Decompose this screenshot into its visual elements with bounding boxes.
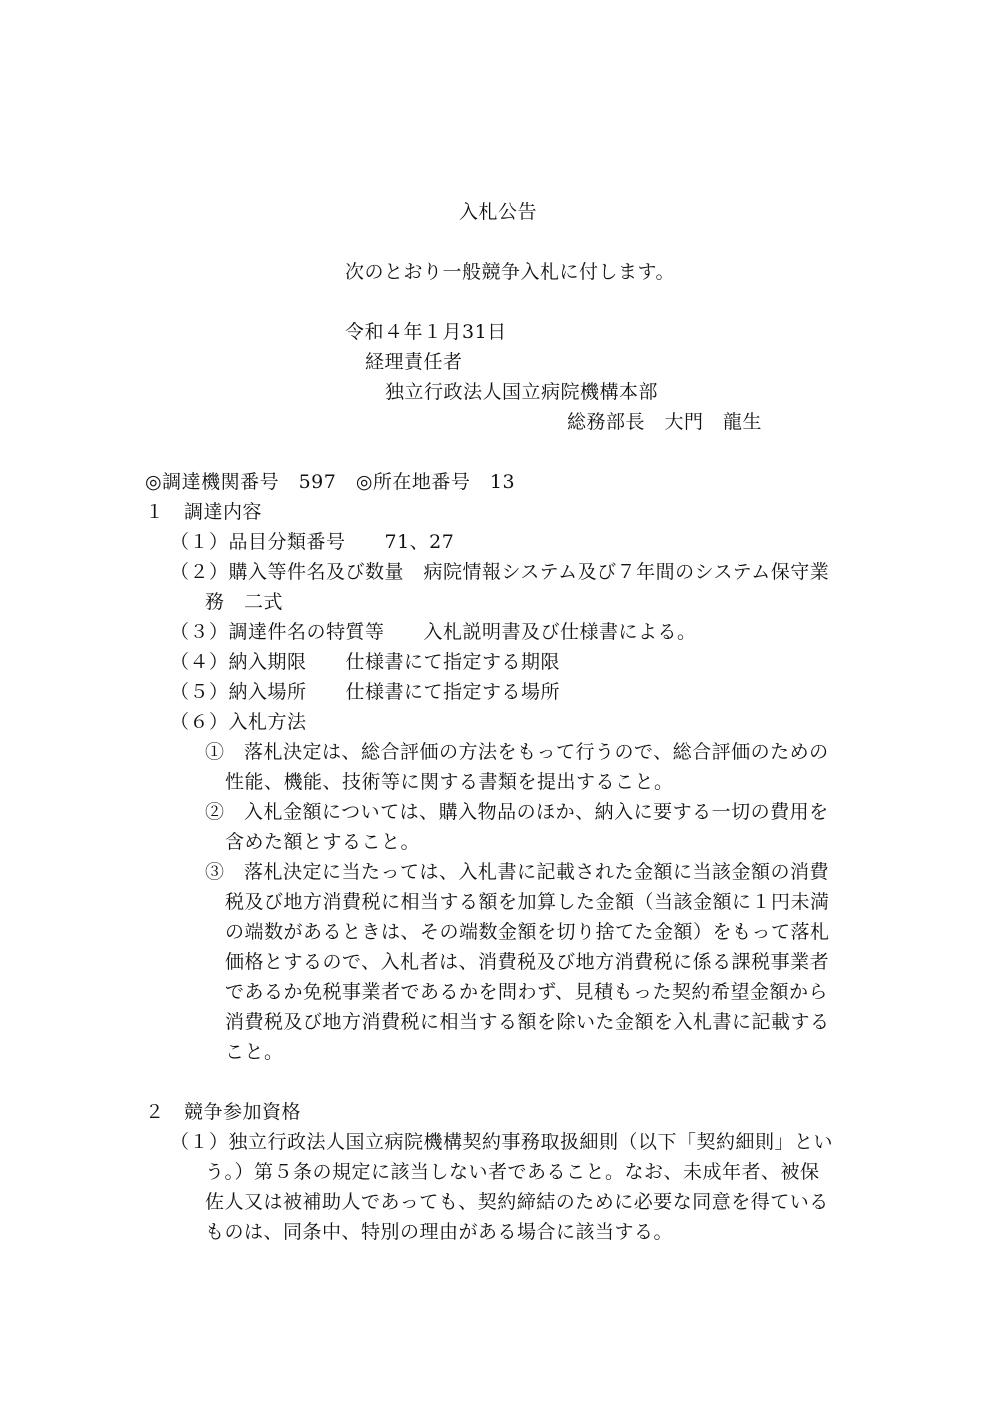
notice-date: 令和４年１月31日 bbox=[345, 321, 507, 343]
issuer-name: 総務部長 大門 龍生 bbox=[567, 411, 763, 433]
issuer-organization: 独立行政法人国立病院機構本部 bbox=[385, 381, 659, 403]
section-1-heading: １ 調達内容 bbox=[145, 501, 263, 523]
method-3-line4: 価格とするので、入札者は、消費税及び地方消費税に係る課税事業者 bbox=[225, 951, 830, 973]
method-3-line1: ③ 落札決定に当たっては、入札書に記載された金額に当該金額の消費 bbox=[205, 861, 830, 883]
procurement-codes: ◎調達機関番号 597 ◎所在地番号 13 bbox=[145, 471, 516, 493]
method-3-line3: の端数があるときは、その端数金額を切り捨てた金額）をもって落札 bbox=[225, 921, 830, 943]
issuer-role: 経理責任者 bbox=[365, 351, 463, 373]
bidding-method-heading: （６）入札方法 bbox=[170, 711, 307, 733]
qualification-1-line4: ものは、同条中、特別の理由がある場合に該当する。 bbox=[205, 1221, 674, 1243]
delivery-deadline: （４）納入期限 仕様書にて指定する期限 bbox=[170, 651, 561, 673]
delivery-location: （５）納入場所 仕様書にて指定する場所 bbox=[170, 681, 561, 703]
method-1-line1: ① 落札決定は、総合評価の方法をもって行うので、総合評価のための bbox=[205, 741, 829, 763]
method-3-line7: こと。 bbox=[225, 1041, 284, 1063]
item-classification-number: （１）品目分類番号 71、27 bbox=[170, 531, 455, 553]
qualification-1-line1: （１）独立行政法人国立病院機構契約事務取扱細則（以下「契約細則」とい bbox=[170, 1131, 834, 1153]
page-title: 入札公告 bbox=[459, 201, 538, 223]
method-1-line2: 性能、機能、技術等に関する書類を提出すること。 bbox=[225, 771, 674, 793]
method-2-line2: 含めた額とすること。 bbox=[225, 831, 421, 853]
method-2-line1: ② 入札金額については、購入物品のほか、納入に要する一切の費用を bbox=[205, 801, 829, 823]
qualification-1-line3: 佐人又は被補助人であっても、契約締結のために必要な同意を得ている bbox=[205, 1191, 829, 1213]
section-2-heading: ２ 競争参加資格 bbox=[145, 1101, 302, 1123]
item-name-quantity-line2: 務 二式 bbox=[205, 591, 284, 613]
method-3-line5: であるか免税事業者であるかを問わず、見積もった契約希望金額から bbox=[225, 981, 828, 1003]
intro-text: 次のとおり一般競争入札に付します。 bbox=[345, 261, 675, 283]
qualification-1-line2: う。）第５条の規定に該当しない者であること。なお、未成年者、被保 bbox=[205, 1161, 820, 1183]
method-3-line2: 税及び地方消費税に相当する額を加算した金額（当該金額に１円未満 bbox=[225, 891, 830, 913]
item-characteristics: （３）調達件名の特質等 入札説明書及び仕様書による。 bbox=[170, 621, 697, 643]
item-name-quantity-line1: （２）購入等件名及び数量 病院情報システム及び７年間のシステム保守業 bbox=[170, 561, 830, 583]
method-3-line6: 消費税及び地方消費税に相当する額を除いた金額を入札書に記載する bbox=[225, 1011, 830, 1033]
